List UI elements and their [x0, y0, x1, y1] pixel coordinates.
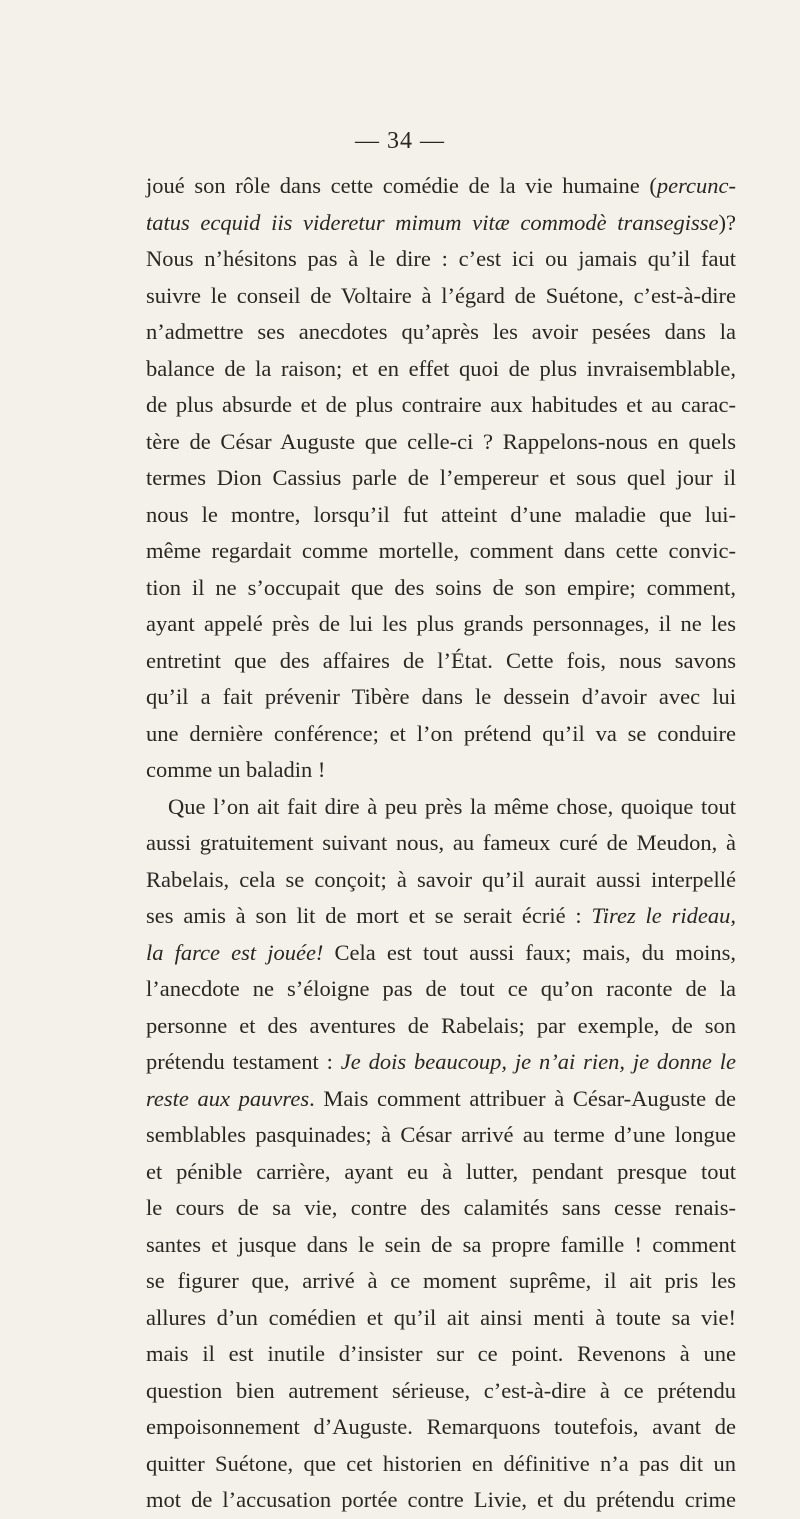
text-line — [146, 716, 736, 753]
text-segment: tère de César Auguste que celle-ci ? Rappelons-nous en quels — [146, 428, 736, 454]
text-segment: semblables pasquinades; à César arrivé au terme d’une longue — [146, 1122, 736, 1147]
text-line — [146, 1336, 736, 1373]
text-line — [146, 1373, 736, 1410]
text-line — [146, 679, 736, 716]
text-line — [146, 1154, 736, 1191]
text-line — [146, 570, 736, 607]
text-segment: quitter Suétone, que cet historien en définitive n’a pas dit un — [146, 1450, 736, 1476]
text-line — [146, 752, 736, 789]
text-segment: l’anecdote ne s’éloigne pas de tout ce qu’on raconte de la — [146, 976, 736, 1001]
text-line — [146, 241, 736, 278]
text-line — [146, 1044, 736, 1081]
text-line — [146, 168, 736, 205]
text-segment: tion il ne s’occupait que des soins de son empire; comment, — [146, 574, 736, 600]
italic-text: reste aux pauvres — [146, 1085, 310, 1111]
text-line — [146, 314, 736, 351]
text-line — [146, 643, 736, 680]
text-segment: allures d’un comédien et qu’il ait ainsi menti à toute sa vie! — [146, 1304, 736, 1330]
text-segment: mais il est inutile d’insister sur ce point. Revenons à une — [146, 1341, 736, 1366]
text-segment: Cela est tout aussi faux; mais, du moins, — [323, 939, 737, 965]
text-line — [146, 497, 736, 534]
text-line — [146, 1482, 736, 1519]
text-line — [146, 1446, 736, 1483]
text-segment: de plus absurde et de plus contraire aux habitudes et au carac- — [146, 392, 736, 417]
text-segment: Rabelais, cela se conçoit; à savoir qu’il aurait aussi interpellé — [146, 866, 736, 892]
text-line — [146, 606, 736, 643]
italic-text: la farce est jouée! — [146, 939, 324, 965]
text-segment: Que l’on ait fait dire à peu près la même chose, quoique tout — [168, 793, 736, 819]
text-segment: se figurer que, arrivé à ce moment suprême, il ait pris les — [146, 1268, 736, 1293]
body-text — [146, 168, 736, 1519]
text-segment: santes et jusque dans le sein de sa propre famille ! comment — [146, 1231, 736, 1257]
text-segment: n’admettre ses anecdotes qu’après les avoir pesées dans la — [146, 319, 736, 344]
text-line — [146, 789, 736, 826]
text-segment: suivre le conseil de Voltaire à l’égard de Suétone, c’est-à-dire — [146, 282, 736, 308]
text-line — [146, 1117, 736, 1154]
text-line — [146, 1300, 736, 1337]
text-segment: qu’il a fait prévenir Tibère dans le dessein d’avoir avec lui — [146, 684, 736, 709]
text-line — [146, 533, 736, 570]
text-line — [146, 898, 736, 935]
text-segment: entretint que des affaires de l’État. Cette fois, nous savons — [146, 647, 736, 673]
text-line — [146, 971, 736, 1008]
text-segment: prétendu testament : — [146, 1049, 341, 1074]
text-segment: question bien autrement sérieuse, c’est-à-dire à ce prétendu — [146, 1377, 736, 1403]
text-line — [146, 1190, 736, 1227]
text-line — [146, 424, 736, 461]
text-segment: ses amis à son lit de mort et se serait écrié : — [146, 903, 592, 928]
italic-text: Je dois beaucoup, je n’ai rien, je donne le — [340, 1049, 736, 1074]
text-line — [146, 351, 736, 388]
text-segment: empoisonnement d’Auguste. Remarquons toutefois, avant de — [146, 1414, 736, 1439]
italic-text: tatus ecquid iis videretur mimum vitæ commodè transegisse — [146, 209, 719, 235]
text-line — [146, 278, 736, 315]
text-line — [146, 1081, 736, 1118]
text-line — [146, 460, 736, 497]
text-line — [146, 862, 736, 899]
text-segment: le cours de sa vie, contre des calamités sans cesse renais- — [146, 1195, 736, 1220]
page-number: — 34 — — [355, 128, 445, 154]
text-line — [146, 825, 736, 862]
text-segment: une dernière conférence; et l’on prétend qu’il va se conduire — [146, 720, 736, 746]
text-segment: aussi gratuitement suivant nous, au fameux curé de Meudon, à — [146, 830, 736, 855]
text-line — [146, 387, 736, 424]
text-segment: nous le montre, lorsqu’il fut atteint d’une maladie que lui- — [146, 501, 736, 527]
text-line — [146, 1008, 736, 1045]
text-segment: Nous n’hésitons pas à le dire : c’est ici ou jamais qu’il faut — [146, 246, 736, 271]
text-segment: et pénible carrière, ayant eu à lutter, pendant presque tout — [146, 1158, 736, 1184]
text-segment: joué son rôle dans cette comédie de la vie humaine ( — [146, 173, 657, 198]
text-line — [146, 1263, 736, 1300]
text-line — [146, 935, 736, 972]
text-line — [146, 1227, 736, 1264]
text-segment: . Mais comment attribuer à César-Auguste de — [309, 1085, 736, 1111]
text-segment: mot de l’accusation portée contre Livie, et du prétendu crime — [146, 1487, 736, 1512]
text-segment: même regardait comme mortelle, comment dans cette convic- — [146, 538, 736, 563]
text-segment: )? — [718, 209, 736, 235]
text-segment: balance de la raison; et en effet quoi de plus invraisemblable, — [146, 355, 736, 381]
text-segment: ayant appelé près de lui les plus grands personnages, il ne les — [146, 611, 736, 636]
italic-text: Tirez le rideau, — [591, 903, 736, 928]
text-segment: comme un baladin ! — [146, 757, 326, 782]
text-line — [146, 1409, 736, 1446]
text-segment: personne et des aventures de Rabelais; par exemple, de son — [146, 1012, 736, 1038]
italic-text: percunc- — [656, 173, 736, 198]
text-segment: termes Dion Cassius parle de l’empereur et sous quel jour il — [146, 465, 736, 490]
text-line — [146, 205, 736, 242]
